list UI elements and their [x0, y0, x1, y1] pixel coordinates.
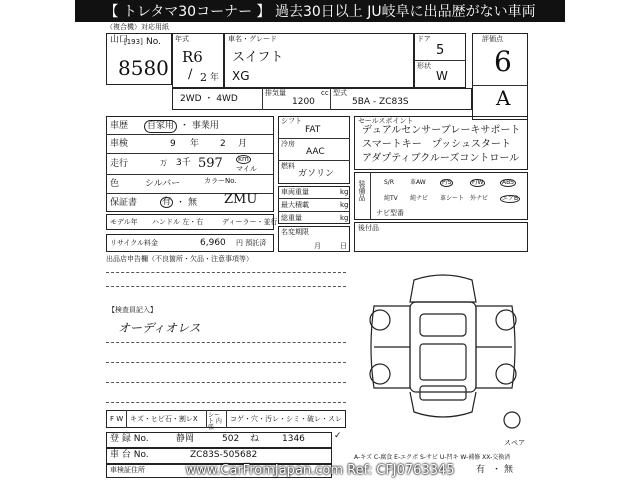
- model-type-value: 5BA - ZC83S: [352, 97, 409, 107]
- equip-ps: P/S: [442, 179, 452, 186]
- mileage-rest: 597: [198, 156, 223, 171]
- total-weight-label: 総重量: [281, 214, 302, 222]
- recycle-fee: 6,960: [200, 238, 226, 248]
- car-hood: [410, 275, 476, 302]
- shaken-month: 2: [220, 139, 226, 149]
- registration-class: 502: [222, 434, 240, 444]
- lot-region: 山口: [110, 35, 129, 45]
- history-label: 車歴: [110, 121, 129, 131]
- year-slash: /: [188, 67, 193, 82]
- chassis-number: ZC83S-505682: [190, 450, 258, 460]
- notes-line-1: [106, 272, 346, 273]
- warranty-no: 無: [188, 198, 198, 208]
- aircon-value: AAC: [306, 147, 325, 157]
- score-value: 6: [494, 45, 512, 78]
- max-load-label: 最大積載: [281, 201, 309, 209]
- cert-dot: ・: [492, 465, 502, 475]
- fuel-value: ガソリン: [298, 169, 335, 179]
- fw-divider-2: [206, 410, 207, 428]
- shift-hl1: [278, 138, 350, 139]
- seat-text: コゲ・穴・汚レ・シミ・破レ・スレ: [230, 415, 342, 423]
- cert-no: 無: [504, 465, 514, 475]
- year-number: 2: [200, 71, 207, 84]
- recycle-label: リサイクル料金: [110, 239, 159, 247]
- name-change-day: 日: [340, 242, 347, 250]
- color-value: シルバー: [145, 179, 181, 189]
- hl3: [106, 174, 274, 175]
- mileage-km: km: [238, 155, 249, 163]
- car-rear-window: [420, 386, 466, 400]
- shift-label: シフト: [281, 117, 302, 125]
- afterwards-label: 後付品: [358, 224, 379, 232]
- registration-label: 登 録 No.: [110, 434, 149, 444]
- mileage-mile: マイル: [236, 165, 257, 173]
- sales-point-label: セールスポイント: [358, 117, 414, 125]
- equip-aw: 革AW: [410, 179, 426, 186]
- wheel-rr: [496, 364, 516, 384]
- doors-divider: [414, 60, 466, 61]
- score-label: 評価点: [482, 35, 503, 43]
- mileage-thousand: 3千: [176, 158, 191, 168]
- max-load-kg: kg: [340, 201, 349, 209]
- navi-model-label: ナビ型番: [376, 209, 404, 217]
- color-label: 色: [110, 179, 120, 189]
- interior-score: A: [496, 86, 511, 110]
- equip-abs: ABS: [502, 179, 514, 186]
- displacement-value: 1200: [292, 97, 315, 107]
- cc-label: cc: [321, 89, 329, 97]
- equip-divider: [370, 172, 371, 220]
- doors-label: ドア: [417, 35, 431, 43]
- spare-tire-icon: [504, 412, 520, 428]
- cert-label: 車検証住所: [110, 466, 145, 474]
- sales-point-1: デュアルセンサーブレーキサポート: [362, 125, 521, 136]
- doors-value: 5: [436, 43, 445, 58]
- name-change-label: 名変期限: [281, 228, 309, 236]
- hl2: [106, 153, 274, 154]
- shaken-month-unit: 月: [238, 139, 248, 149]
- equipment-label: 装備品: [358, 180, 366, 201]
- equip-airbag: エアB: [502, 195, 519, 202]
- year-era: R6: [182, 48, 203, 66]
- shape-label: 形状: [417, 62, 431, 70]
- lot-stamp: [193]: [124, 38, 143, 46]
- aircon-label: 冷房: [281, 140, 295, 148]
- sales-point-3: アダプティブクルーズコントロール: [362, 153, 520, 164]
- equip-tv: 純TV: [384, 195, 398, 202]
- name-change-month: 月: [314, 242, 321, 250]
- car-weight-label: 車両重量: [281, 188, 309, 196]
- fw-divider-1: [126, 410, 127, 428]
- color-code-label: カラーNo.: [204, 177, 237, 185]
- warranty-dot: ・: [176, 198, 186, 208]
- seat-label: シート 内張: [208, 412, 222, 431]
- chassis-label: 車 台 No.: [110, 450, 149, 460]
- inspector-note: オーディオレス: [118, 321, 201, 335]
- afterwards-block: [354, 222, 528, 252]
- watermark: www.CarFromJapan.com Ref: CFJ0763345: [185, 463, 455, 478]
- registration-kana: ね: [250, 434, 260, 444]
- car-damage-diagram: [354, 262, 532, 438]
- sales-point-2: スマートキー プッシュスタート: [362, 139, 511, 150]
- notes-label: 出品店申告欄（不良箇所・欠品・注意事項等）: [106, 255, 253, 263]
- shaken-year: 9: [170, 139, 176, 149]
- car-name: スイフト: [232, 50, 284, 65]
- car-roof: [420, 344, 466, 380]
- mileage-label: 走行: [110, 159, 129, 169]
- history-private: 自家用: [144, 120, 177, 133]
- year-label: 年式: [175, 35, 189, 43]
- model-type-label: 型式: [333, 89, 347, 97]
- spare-label: スペア: [504, 439, 525, 447]
- insp-line-1: [106, 342, 346, 343]
- wheel-fr: [496, 310, 516, 330]
- handle-label: ハンドル 左・右: [152, 218, 204, 226]
- car-grade: XG: [232, 69, 250, 83]
- fw-divider-3: [226, 410, 227, 428]
- drive-type: 2WD ・ 4WD: [180, 94, 238, 104]
- drive-divider: [262, 88, 263, 110]
- weight-hl2: [278, 211, 350, 212]
- registration-area: 静岡: [176, 434, 195, 444]
- recycle-unit: 円 預託済: [236, 239, 267, 247]
- warranty-label: 保証書: [110, 198, 138, 208]
- fw-text: キズ・ヒビ石・割レX: [130, 415, 198, 423]
- equip-ext-navi: 外ナビ: [470, 195, 489, 202]
- shift-hl2: [278, 160, 350, 161]
- shaken-label: 車検: [110, 139, 129, 149]
- registration-number: 1346: [282, 434, 305, 444]
- equip-sr: S/R: [384, 179, 394, 186]
- equip-fw: F/W: [472, 179, 484, 186]
- lot-number: 8580: [118, 56, 169, 80]
- hl1: [106, 134, 274, 135]
- displacement-label: 排気量: [265, 89, 286, 97]
- model-year-label: モデル年: [110, 218, 138, 226]
- mileage-man: 万: [160, 159, 167, 167]
- insp-line-4: [106, 402, 346, 403]
- warranty-yes: 有: [162, 197, 172, 207]
- sub-header: （複合機）対応用紙: [106, 23, 169, 31]
- equip-navi: 純ナビ: [410, 195, 429, 202]
- shape-value: W: [436, 69, 448, 83]
- banner-title: 【 トレタマ30コーナー 】 過去30日以上 JU岐阜に出品歴がない車両: [75, 0, 565, 22]
- dealer-label: ディーラー・並行: [222, 218, 278, 226]
- car-windshield: [420, 314, 466, 336]
- color-code-value: ZMU: [224, 192, 258, 207]
- shift-value: FAT: [305, 125, 321, 135]
- equip-leather: 革シート: [440, 195, 465, 202]
- wheel-fl: [370, 310, 390, 330]
- notes-line-2: [106, 286, 346, 287]
- name-grade-label: 車名・グレード: [228, 35, 277, 43]
- car-weight-kg: kg: [340, 188, 349, 196]
- shaken-year-unit: 年: [190, 139, 200, 149]
- weight-hl1: [278, 198, 350, 199]
- history-business: ・ 事業用: [180, 121, 219, 131]
- total-weight-kg: kg: [340, 214, 349, 222]
- cert-yes: 有: [476, 465, 486, 475]
- insp-line-3: [106, 382, 346, 383]
- insp-line-2: [106, 362, 346, 363]
- fw-label: F W: [110, 415, 124, 423]
- inspector-label: 【検査員記入】: [108, 306, 157, 314]
- check-mark: ✓: [334, 431, 342, 441]
- year-unit: 年: [210, 73, 220, 83]
- lot-no-label: No.: [146, 37, 161, 47]
- fuel-label: 燃料: [281, 162, 295, 170]
- wheel-rl: [370, 364, 390, 384]
- damage-legend: A-キズ C-腐食 E-エクボ S-サビ U-凹キ W-補修 XX-交換済: [354, 454, 511, 461]
- disp-divider: [330, 88, 331, 110]
